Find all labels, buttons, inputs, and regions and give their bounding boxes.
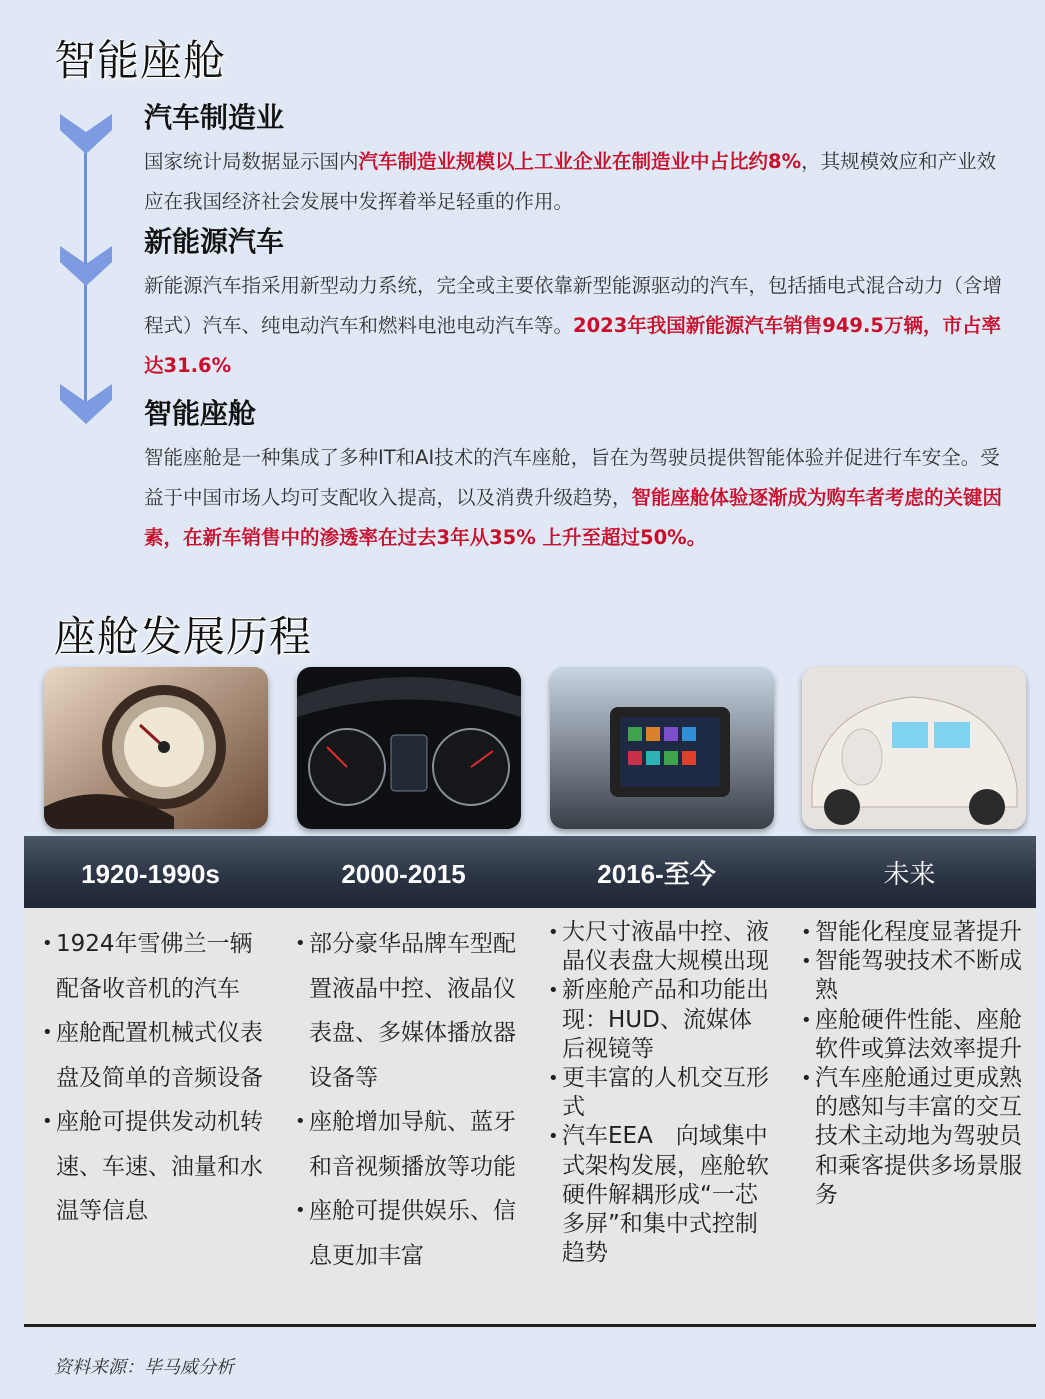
- highlight-text: 2023年我国新能源汽车销售949.5万辆，市占率达31.6%: [144, 314, 1001, 377]
- list-item: • 更丰富的人机交互形式: [548, 1064, 773, 1122]
- section-smart-cockpit: [144, 392, 1004, 558]
- list-item: • 新座舱产品和功能出现：HUD、流媒体后视镜等: [548, 976, 773, 1064]
- column-header: 2000-2015: [341, 859, 466, 889]
- body-text: 智能座舱是一种集成了多种IT和AI技术的汽车座舱，旨在为驾驶员提供智能体验并促进行车安全。受益于中国市场人均可支配收入提高，以及消费升级趋势，: [144, 446, 1000, 509]
- column-header: 1920-1990s: [81, 859, 220, 889]
- future-cabin-photo-icon: [802, 667, 1026, 829]
- section-body: [144, 438, 1004, 558]
- list-item: • 汽车EEA 向域集中式架构发展，座舱软硬件解耦形成“一芯多屏”和集中式控制趋势: [548, 1122, 773, 1268]
- table-column: [295, 922, 520, 1278]
- list-item: • 座舱可提供发动机转速、车速、油量和水温等信息: [42, 1100, 267, 1234]
- touchscreen-console-photo-icon: [550, 667, 774, 829]
- list-item: • 汽车座舱通过更成熟的感知与丰富的交互技术主动地为驾驶员和乘客提供多场景服务: [801, 1064, 1026, 1210]
- chevron-down-icon: [60, 246, 112, 286]
- history-table: [24, 836, 1036, 1328]
- list-item: • 座舱硬件性能、座舱软件或算法效率提升: [801, 1006, 1026, 1064]
- table-column: [42, 922, 267, 1234]
- page-title: 智能座舱: [54, 36, 227, 85]
- list-item: • 座舱可提供娱乐、信息更加丰富: [295, 1189, 520, 1278]
- body-text: 新能源汽车指采用新型动力系统，完全或主要依靠新型能源驱动的汽车，包括插电式混合动力（含增程式）汽车、纯电动汽车和燃料电池电动汽车等。: [144, 274, 1003, 337]
- list-item: • 座舱增加导航、蓝牙和音视频播放等功能: [295, 1100, 520, 1189]
- section-title: 新能源汽车: [144, 225, 285, 258]
- source-note: 资料来源：毕马威分析: [54, 1357, 234, 1378]
- section-new-energy-vehicles: [144, 220, 1004, 386]
- column-header: 2016-至今: [597, 859, 716, 889]
- chevron-down-icon: [60, 114, 112, 154]
- table-column: [548, 918, 773, 1268]
- section-body: [144, 142, 1004, 222]
- highlight-text: 智能座舱体验逐渐成为购车者考虑的关键因素，在新车销售中的渗透率在过去3年从35% 上升至超过50%。: [144, 486, 1003, 549]
- timeline-line: [84, 150, 87, 422]
- list-item: • 部分豪华品牌车型配置液晶中控、液晶仪表盘、多媒体播放器设备等: [295, 922, 520, 1100]
- chevron-down-icon: [60, 384, 112, 424]
- column-header: 未来: [883, 859, 936, 889]
- table-bottom-rule: [24, 1324, 1036, 1327]
- vintage-dashboard-photo-icon: [44, 667, 268, 829]
- table-header: [24, 836, 1036, 908]
- history-title: 座舱发展历程: [54, 612, 313, 661]
- section-body: [144, 266, 1004, 386]
- section-auto-manufacturing: [144, 96, 1004, 222]
- list-item: • 座舱配置机械式仪表盘及简单的音频设备: [42, 1011, 267, 1100]
- list-item: • 1924年雪佛兰一辆配备收音机的汽车: [42, 922, 267, 1011]
- list-item: • 智能驾驶技术不断成熟: [801, 947, 1026, 1005]
- body-text: ，其规模效应和产业效应在我国经济社会发展中发挥着举足轻重的作用。: [144, 150, 997, 213]
- digital-cluster-photo-icon: [297, 667, 521, 829]
- table-column: [801, 918, 1026, 1210]
- body-text: 国家统计局数据显示国内: [144, 150, 359, 173]
- list-item: • 智能化程度显著提升: [801, 918, 1026, 947]
- section-title: 汽车制造业: [144, 101, 285, 134]
- list-item: • 大尺寸液晶中控、液晶仪表盘大规模出现: [548, 918, 773, 976]
- highlight-text: 汽车制造业规模以上工业企业在制造业中占比约8%: [358, 150, 802, 173]
- section-title: 智能座舱: [144, 397, 257, 430]
